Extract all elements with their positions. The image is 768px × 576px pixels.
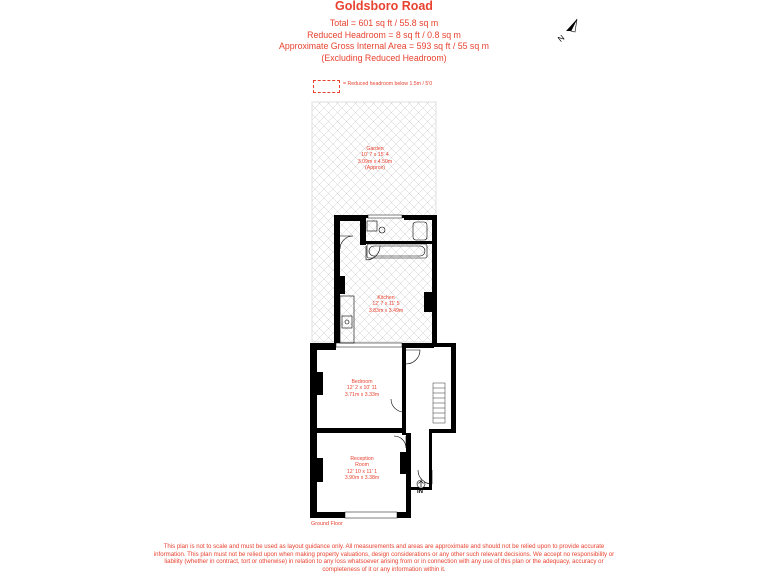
room-label-bedroom xyxy=(345,379,379,398)
entrance-label: IN xyxy=(417,489,423,495)
room-name-bedroom: Bedroom xyxy=(351,379,373,385)
reduced-headroom-legend-text: = Reduced headroom below 1.5m / 5'0 xyxy=(343,81,433,87)
room-name-reception: Reception xyxy=(350,456,374,462)
room-dims-metric-kitchen: 3.83m x 3.49m xyxy=(368,307,404,314)
room-dims-metric-bedroom: 3.71m x 3.33m xyxy=(344,391,380,398)
area-reduced-headroom: Reduced Headroom = 8 sq ft / 0.8 sq m xyxy=(307,29,461,40)
room-label-reception xyxy=(345,456,379,482)
area-total: Total = 601 sq ft / 55.8 sq m xyxy=(329,18,439,28)
area-note: (Excluding Reduced Headroom) xyxy=(321,52,447,63)
entrance-arrow-icon xyxy=(417,480,425,488)
room-name-kitchen: Kitchen xyxy=(377,295,395,301)
room-label-garden xyxy=(358,146,392,172)
room-note-garden: (Approx) xyxy=(365,165,385,172)
room-dims-imperial-bedroom: 12' 2 x 10' 11 xyxy=(346,385,378,392)
staircase xyxy=(433,383,445,423)
north-letter: N xyxy=(556,33,567,44)
room-dims-imperial-reception: 12' 10 x 11' 1 xyxy=(346,468,378,475)
disclaimer-text: This plan is not to scale and must be used as layout guidance only. All measurements and areas are approximate and should not be relied upon to provide accurate information. This plan must not be relied upon when making property valuations, design considerations or any other such relevant decisions. We accept no responsibility or liability (whether in contract, tort or otherwise) in relation to any loss whatsoever arising from or in connection with any use of this plan or the adequacy, accuracy or completeness of it or any information within it. xyxy=(153,543,615,574)
north-arrow-icon xyxy=(556,19,577,44)
room-name-garden: Garden xyxy=(366,146,384,152)
room-label-kitchen xyxy=(369,295,403,314)
room-dims-metric-garden: 3.09m x 4.50m xyxy=(357,158,393,165)
area-gross-internal: Approximate Gross Internal Area = 593 sq ft / 55 sq m xyxy=(278,41,489,51)
room-dims-imperial-garden: 10' 7 x 15' 4 xyxy=(361,152,389,159)
room-name-reception-line2: Room xyxy=(355,462,369,469)
room-dims-metric-reception: 3.90m x 3.38m xyxy=(344,475,380,482)
floor-label: Ground Floor xyxy=(311,521,343,527)
room-dims-imperial-kitchen: 12' 7 x 11' 5 xyxy=(372,301,400,308)
plan-title: Goldsboro Road xyxy=(335,0,433,13)
